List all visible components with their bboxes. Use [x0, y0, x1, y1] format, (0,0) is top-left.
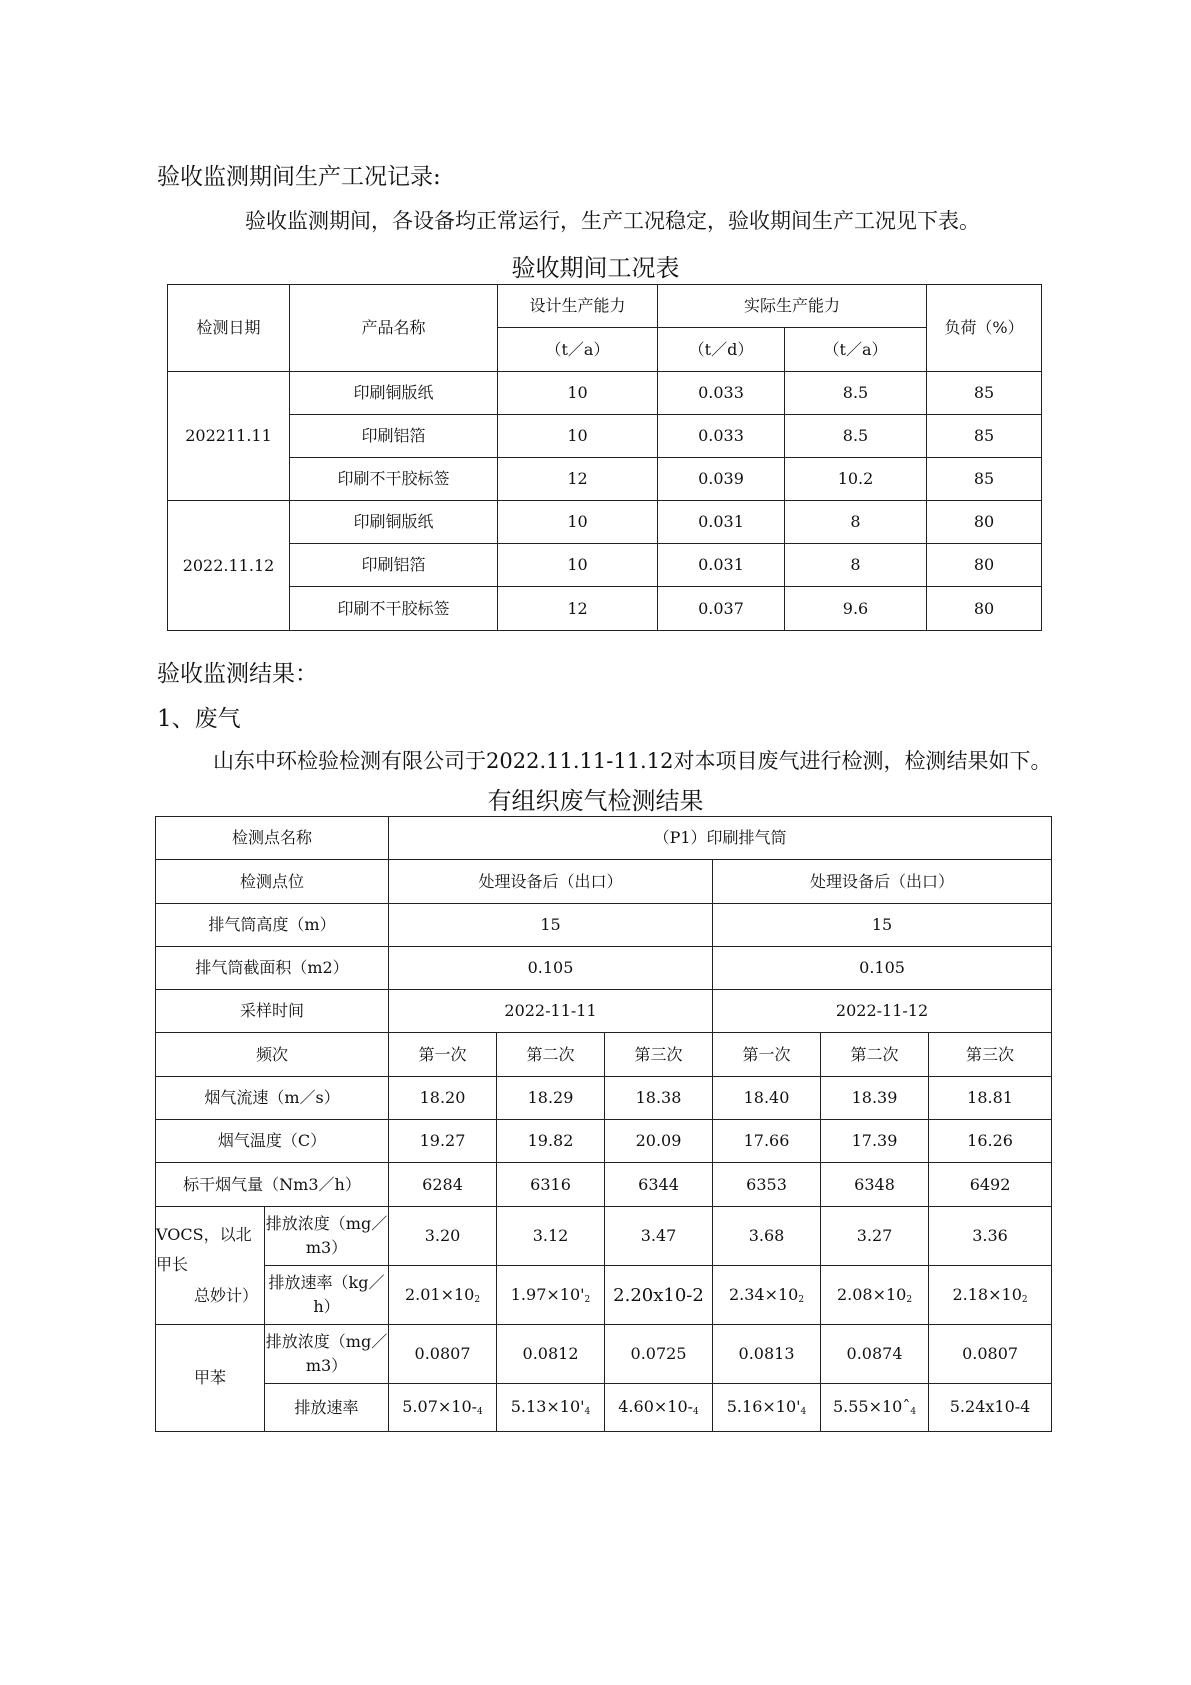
vocs-conc-cell: 3.47	[605, 1207, 713, 1266]
cell-product: 印刷铜版纸	[290, 372, 498, 415]
position-label: 检测点位	[156, 860, 389, 904]
header-unit-ta: （t／a）	[498, 328, 658, 372]
cell-ta: 8	[785, 544, 927, 587]
table-row	[156, 1033, 1052, 1077]
table-row	[156, 1163, 1052, 1207]
vocs-rate-cell: $2.01\times 10_2$	[389, 1266, 497, 1325]
vocs-conc-cell: 3.27	[821, 1207, 929, 1266]
cell-design: 10	[498, 372, 658, 415]
header-load: 负荷（%）	[927, 285, 1042, 372]
point-name-label: 检测点名称	[156, 817, 389, 860]
vocs-rate-cell: $1.97\times 10'_2$	[497, 1266, 605, 1325]
temp-cell: 17.39	[821, 1120, 929, 1163]
position-day2: 处理设备后（出口）	[713, 860, 1052, 904]
toluene-label: 甲苯	[156, 1325, 265, 1432]
toluene-conc-label: 排放浓度（mg／m3）	[265, 1325, 389, 1384]
header-unit-ta2: （t／a）	[785, 328, 927, 372]
toluene-rate-cell: $4.60\times 10-_4$	[605, 1384, 713, 1432]
height-day1: 15	[389, 904, 713, 947]
cell-product: 印刷不干胶标签	[290, 458, 498, 501]
freq-cell: 第二次	[821, 1033, 929, 1077]
cell-td: 0.033	[658, 415, 785, 458]
heading-production: 验收监测期间生产工况记录:	[157, 164, 441, 190]
temp-label: 烟气温度（C）	[156, 1120, 389, 1163]
height-day2: 15	[713, 904, 1052, 947]
cell-td: 0.039	[658, 458, 785, 501]
table-row	[156, 860, 1052, 904]
intro-paragraph: 验收监测期间，各设备均正常运行，生产工况稳定，验收期间生产工况见下表。	[245, 209, 980, 233]
table-row	[156, 1266, 1052, 1325]
vocs-conc-cell: 3.36	[929, 1207, 1052, 1266]
area-day2: 0.105	[713, 947, 1052, 990]
table-row	[168, 458, 1042, 501]
freq-cell: 第二次	[497, 1033, 605, 1077]
cell-load: 80	[927, 544, 1042, 587]
area-label: 排气筒截面积（m2）	[156, 947, 389, 990]
table-row	[156, 817, 1052, 860]
group-date: 202211.11	[168, 372, 290, 501]
flow-cell: 18.81	[929, 1077, 1052, 1120]
vocs-conc-cell: 3.20	[389, 1207, 497, 1266]
point-name-value: （P1）印刷排气筒	[389, 817, 1052, 860]
flow-cell: 18.40	[713, 1077, 821, 1120]
temp-cell: 19.82	[497, 1120, 605, 1163]
header-date: 检测日期	[168, 285, 290, 372]
cell-td: 0.031	[658, 501, 785, 544]
gasvol-label: 标干烟气量（Nm3／h）	[156, 1163, 389, 1207]
gas-paragraph: 山东中环检验检测有限公司于2022.11.11-11.12对本项目废气进行检测，检测结果如下。	[213, 749, 1052, 773]
toluene-rate-cell: $5.16\times 10'_4$	[713, 1384, 821, 1432]
vocs-label-line2: 总妙计）	[194, 1285, 259, 1305]
cell-td: 0.037	[658, 587, 785, 631]
cell-ta: 8.5	[785, 415, 927, 458]
cell-ta: 10.2	[785, 458, 927, 501]
cell-design: 10	[498, 415, 658, 458]
vocs-conc-label: 排放浓度（mg／m3）	[265, 1207, 389, 1266]
vocs-label-line1: VOCS，以北甲长	[156, 1224, 252, 1275]
table2-caption: 有组织废气检测结果	[487, 787, 704, 815]
vocs-rate-cell: $2.18\times 10_2$	[929, 1266, 1052, 1325]
gasvol-cell: 6344	[605, 1163, 713, 1207]
header-actual-capacity: 实际生产能力	[658, 285, 927, 328]
vocs-conc-cell: 3.12	[497, 1207, 605, 1266]
header-design-capacity: 设计生产能力	[498, 285, 658, 328]
sample-time-label: 采样时间	[156, 990, 389, 1033]
cell-design: 12	[498, 587, 658, 631]
heading-gas: 1、废气	[157, 706, 241, 732]
heading-results: 验收监测结果：	[157, 661, 318, 687]
toluene-conc-cell: 0.0874	[821, 1325, 929, 1384]
table-row	[168, 415, 1042, 458]
gasvol-cell: 6492	[929, 1163, 1052, 1207]
gasvol-cell: 6348	[821, 1163, 929, 1207]
table-row	[156, 1077, 1052, 1120]
cell-design: 12	[498, 458, 658, 501]
flow-cell: 18.39	[821, 1077, 929, 1120]
toluene-rate-cell: $5.13\times 10'_4$	[497, 1384, 605, 1432]
position-day1: 处理设备后（出口）	[389, 860, 713, 904]
cell-ta: 8.5	[785, 372, 927, 415]
freq-cell: 第一次	[389, 1033, 497, 1077]
flow-label: 烟气流速（m／s）	[156, 1077, 389, 1120]
cell-td: 0.033	[658, 372, 785, 415]
freq-cell: 第三次	[605, 1033, 713, 1077]
toluene-conc-cell: 0.0813	[713, 1325, 821, 1384]
table-row	[168, 587, 1042, 631]
gasvol-cell: 6316	[497, 1163, 605, 1207]
cell-load: 80	[927, 587, 1042, 631]
cell-product: 印刷铝箔	[290, 544, 498, 587]
toluene-conc-cell: 0.0807	[389, 1325, 497, 1384]
table-row	[156, 1120, 1052, 1163]
header-product: 产品名称	[290, 285, 498, 372]
table1-caption: 验收期间工况表	[511, 254, 680, 282]
vocs-rate-cell: $2.08\times 10_2$	[821, 1266, 929, 1325]
vocs-rate-label: 排放速率（kg／h）	[265, 1266, 389, 1325]
table-row	[168, 544, 1042, 587]
toluene-conc-cell: 0.0812	[497, 1325, 605, 1384]
toluene-conc-cell: 0.0807	[929, 1325, 1052, 1384]
temp-cell: 17.66	[713, 1120, 821, 1163]
cell-product: 印刷铜版纸	[290, 501, 498, 544]
flow-cell: 18.38	[605, 1077, 713, 1120]
height-label: 排气筒高度（m）	[156, 904, 389, 947]
group-date: 2022.11.12	[168, 501, 290, 631]
sample-day2: 2022-11-12	[713, 990, 1052, 1033]
toluene-rate-cell: 5.24x10-4	[929, 1384, 1052, 1432]
cell-ta: 8	[785, 501, 927, 544]
header-unit-td: （t／d）	[658, 328, 785, 372]
toluene-conc-cell: 0.0725	[605, 1325, 713, 1384]
table-row	[156, 1207, 1052, 1266]
cell-load: 80	[927, 501, 1042, 544]
cell-product: 印刷不干胶标签	[290, 587, 498, 631]
temp-cell: 16.26	[929, 1120, 1052, 1163]
exhaust-gas-table	[155, 816, 1052, 1432]
cell-load: 85	[927, 372, 1042, 415]
freq-cell: 第一次	[713, 1033, 821, 1077]
cell-product: 印刷铝箔	[290, 415, 498, 458]
cell-design: 10	[498, 501, 658, 544]
flow-cell: 18.29	[497, 1077, 605, 1120]
gasvol-cell: 6284	[389, 1163, 497, 1207]
table-row	[156, 1384, 1052, 1432]
gasvol-cell: 6353	[713, 1163, 821, 1207]
temp-cell: 20.09	[605, 1120, 713, 1163]
table-row	[156, 947, 1052, 990]
toluene-rate-label: 排放速率	[265, 1384, 389, 1432]
area-day1: 0.105	[389, 947, 713, 990]
vocs-rate-cell: 2.20x10-2	[605, 1266, 713, 1325]
cell-load: 85	[927, 415, 1042, 458]
sample-day1: 2022-11-11	[389, 990, 713, 1033]
cell-design: 10	[498, 544, 658, 587]
table-row	[168, 372, 1042, 415]
table-row	[156, 990, 1052, 1033]
cell-load: 85	[927, 458, 1042, 501]
table-row	[168, 501, 1042, 544]
freq-cell: 第三次	[929, 1033, 1052, 1077]
vocs-rate-cell: $2.34\times 10_2$	[713, 1266, 821, 1325]
vocs-label	[156, 1207, 265, 1325]
production-table	[167, 284, 1042, 631]
toluene-rate-cell: 5.55×10ˆ$_4$	[821, 1384, 929, 1432]
temp-cell: 19.27	[389, 1120, 497, 1163]
cell-td: 0.031	[658, 544, 785, 587]
cell-ta: 9.6	[785, 587, 927, 631]
freq-label: 频次	[156, 1033, 389, 1077]
table-row	[156, 904, 1052, 947]
flow-cell: 18.20	[389, 1077, 497, 1120]
toluene-rate-cell: $5.07\times 10-_4$	[389, 1384, 497, 1432]
vocs-conc-cell: 3.68	[713, 1207, 821, 1266]
table-row	[156, 1325, 1052, 1384]
